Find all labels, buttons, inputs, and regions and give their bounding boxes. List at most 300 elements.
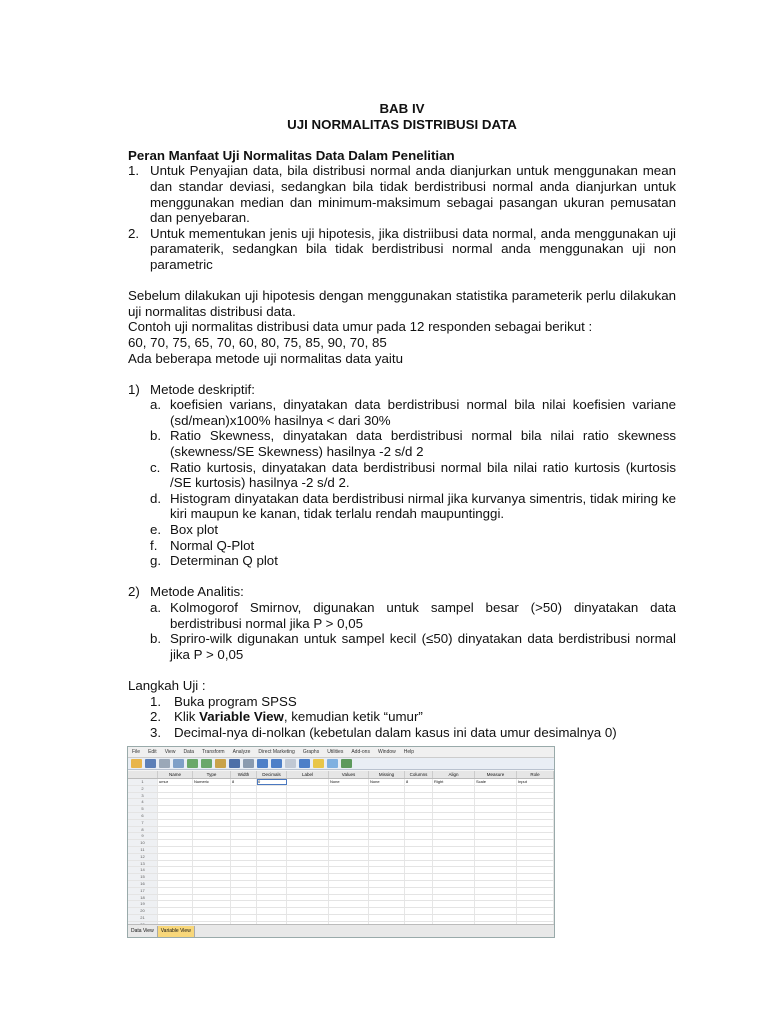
- empty-cell[interactable]: [158, 833, 193, 839]
- empty-cell[interactable]: [475, 806, 517, 812]
- row-number[interactable]: 14: [128, 867, 158, 873]
- empty-cell[interactable]: [158, 895, 193, 901]
- empty-cell[interactable]: [475, 827, 517, 833]
- empty-cell[interactable]: [329, 827, 369, 833]
- empty-cell[interactable]: [257, 874, 287, 880]
- empty-cell[interactable]: [193, 881, 231, 887]
- empty-cell[interactable]: [158, 827, 193, 833]
- empty-cell[interactable]: [369, 854, 405, 860]
- empty-cell[interactable]: [231, 881, 257, 887]
- empty-cell[interactable]: [329, 901, 369, 907]
- empty-cell[interactable]: [158, 915, 193, 921]
- empty-cell[interactable]: [158, 901, 193, 907]
- empty-cell[interactable]: [158, 881, 193, 887]
- empty-cell[interactable]: [193, 888, 231, 894]
- cell-label[interactable]: [287, 779, 329, 785]
- empty-cell[interactable]: [193, 901, 231, 907]
- empty-cell[interactable]: [517, 813, 554, 819]
- empty-cell[interactable]: [257, 861, 287, 867]
- empty-cell[interactable]: [433, 874, 475, 880]
- row-number[interactable]: 18: [128, 895, 158, 901]
- empty-cell[interactable]: [329, 895, 369, 901]
- table-row: [128, 806, 554, 813]
- empty-cell[interactable]: [287, 799, 329, 805]
- empty-cell[interactable]: [369, 874, 405, 880]
- empty-cell[interactable]: [287, 888, 329, 894]
- empty-cell[interactable]: [257, 908, 287, 914]
- empty-cell[interactable]: [231, 833, 257, 839]
- empty-cell[interactable]: [287, 854, 329, 860]
- empty-cell[interactable]: [433, 867, 475, 873]
- empty-cell[interactable]: [433, 881, 475, 887]
- empty-cell[interactable]: [287, 806, 329, 812]
- empty-cell[interactable]: [405, 881, 433, 887]
- empty-cell[interactable]: [193, 874, 231, 880]
- empty-cell[interactable]: [517, 908, 554, 914]
- empty-cell[interactable]: [231, 915, 257, 921]
- cell-name[interactable]: umur: [158, 779, 193, 785]
- row-number[interactable]: 6: [128, 813, 158, 819]
- empty-cell[interactable]: [475, 874, 517, 880]
- empty-cell[interactable]: [231, 793, 257, 799]
- empty-cell[interactable]: [369, 813, 405, 819]
- empty-cell[interactable]: [231, 908, 257, 914]
- empty-cell[interactable]: [517, 827, 554, 833]
- empty-cell[interactable]: [405, 847, 433, 853]
- empty-cell[interactable]: [287, 827, 329, 833]
- empty-cell[interactable]: [193, 847, 231, 853]
- empty-cell[interactable]: [231, 847, 257, 853]
- empty-cell[interactable]: [517, 867, 554, 873]
- empty-cell[interactable]: [158, 867, 193, 873]
- column-header-measure[interactable]: Measure: [475, 771, 517, 778]
- empty-cell[interactable]: [433, 861, 475, 867]
- empty-cell[interactable]: [517, 840, 554, 846]
- empty-cell[interactable]: [405, 874, 433, 880]
- undo-icon[interactable]: [187, 759, 198, 768]
- empty-cell[interactable]: [231, 861, 257, 867]
- empty-cell[interactable]: [405, 915, 433, 921]
- row-number[interactable]: 16: [128, 881, 158, 887]
- empty-cell[interactable]: [257, 915, 287, 921]
- empty-cell[interactable]: [193, 908, 231, 914]
- empty-cell[interactable]: [433, 820, 475, 826]
- cell-type[interactable]: Numeric: [193, 779, 231, 785]
- empty-cell[interactable]: [329, 833, 369, 839]
- empty-cell[interactable]: [475, 881, 517, 887]
- menu-direct-marketing[interactable]: Direct Marketing: [258, 749, 295, 755]
- menu-help[interactable]: Help: [403, 749, 415, 755]
- cell-align[interactable]: Right: [433, 779, 475, 785]
- column-header-values[interactable]: Values: [329, 771, 369, 778]
- empty-cell[interactable]: [287, 861, 329, 867]
- empty-cell[interactable]: [231, 799, 257, 805]
- empty-cell[interactable]: [369, 806, 405, 812]
- column-header-missing[interactable]: Missing: [369, 771, 405, 778]
- empty-cell[interactable]: [369, 895, 405, 901]
- empty-cell[interactable]: [257, 881, 287, 887]
- tab-data-view[interactable]: Data View: [128, 926, 158, 937]
- empty-cell[interactable]: [433, 854, 475, 860]
- empty-cell[interactable]: [329, 786, 369, 792]
- empty-cell[interactable]: [475, 833, 517, 839]
- empty-cell[interactable]: [475, 908, 517, 914]
- column-header-columns[interactable]: Columns: [405, 771, 433, 778]
- row-number[interactable]: 4: [128, 799, 158, 805]
- cell-decimals[interactable]: 0: [257, 779, 287, 785]
- menu-analyze[interactable]: Analyze: [232, 749, 251, 755]
- empty-cell[interactable]: [287, 813, 329, 819]
- empty-cell[interactable]: [231, 806, 257, 812]
- empty-cell[interactable]: [433, 827, 475, 833]
- empty-cell[interactable]: [287, 908, 329, 914]
- empty-cell[interactable]: [517, 901, 554, 907]
- empty-cell[interactable]: [287, 840, 329, 846]
- empty-cell[interactable]: [475, 888, 517, 894]
- empty-cell[interactable]: [193, 840, 231, 846]
- empty-cell[interactable]: [329, 806, 369, 812]
- empty-cell[interactable]: [475, 901, 517, 907]
- empty-cell[interactable]: [433, 786, 475, 792]
- column-header-width[interactable]: Width: [231, 771, 257, 778]
- empty-cell[interactable]: [475, 915, 517, 921]
- empty-cell[interactable]: [193, 786, 231, 792]
- empty-cell[interactable]: [287, 895, 329, 901]
- empty-cell[interactable]: [475, 867, 517, 873]
- empty-cell[interactable]: [369, 793, 405, 799]
- menu-view[interactable]: View: [164, 749, 176, 755]
- value-labels-icon[interactable]: [327, 759, 338, 768]
- cell-role[interactable]: Input: [517, 779, 554, 785]
- menu-edit[interactable]: Edit: [148, 749, 157, 755]
- empty-cell[interactable]: [158, 908, 193, 914]
- empty-cell[interactable]: [329, 881, 369, 887]
- empty-cell[interactable]: [257, 833, 287, 839]
- empty-cell[interactable]: [369, 867, 405, 873]
- empty-cell[interactable]: [517, 861, 554, 867]
- empty-cell[interactable]: [475, 793, 517, 799]
- empty-cell[interactable]: [329, 799, 369, 805]
- column-header-name[interactable]: Name: [158, 771, 193, 778]
- empty-cell[interactable]: [433, 915, 475, 921]
- row-number[interactable]: 8: [128, 827, 158, 833]
- menu-window[interactable]: Window: [377, 749, 396, 755]
- empty-cell[interactable]: [231, 840, 257, 846]
- empty-cell[interactable]: [287, 786, 329, 792]
- empty-cell[interactable]: [369, 786, 405, 792]
- empty-cell[interactable]: [369, 881, 405, 887]
- empty-cell[interactable]: [475, 895, 517, 901]
- menu-graphs[interactable]: Graphs: [302, 749, 320, 755]
- empty-cell[interactable]: [369, 861, 405, 867]
- empty-cell[interactable]: [193, 806, 231, 812]
- empty-cell[interactable]: [329, 915, 369, 921]
- table-row: [128, 820, 554, 827]
- empty-cell[interactable]: [329, 854, 369, 860]
- dialog-recall-icon[interactable]: [173, 759, 184, 768]
- empty-cell[interactable]: [405, 854, 433, 860]
- empty-cell[interactable]: [257, 840, 287, 846]
- cell-width[interactable]: 8: [231, 779, 257, 785]
- empty-cell[interactable]: [231, 827, 257, 833]
- empty-cell[interactable]: [369, 908, 405, 914]
- empty-cell[interactable]: [475, 786, 517, 792]
- find-icon[interactable]: [243, 759, 254, 768]
- cell-measure[interactable]: Scale: [475, 779, 517, 785]
- empty-cell[interactable]: [433, 793, 475, 799]
- variables-icon[interactable]: [229, 759, 240, 768]
- empty-cell[interactable]: [517, 833, 554, 839]
- empty-cell[interactable]: [475, 861, 517, 867]
- redo-icon[interactable]: [201, 759, 212, 768]
- empty-cell[interactable]: [405, 888, 433, 894]
- empty-cell[interactable]: [517, 847, 554, 853]
- tab-variable-view[interactable]: Variable View: [158, 926, 195, 937]
- empty-cell[interactable]: [369, 901, 405, 907]
- empty-cell[interactable]: [287, 833, 329, 839]
- row-number[interactable]: 7: [128, 820, 158, 826]
- column-header-decimals[interactable]: Decimals: [257, 771, 287, 778]
- empty-cell[interactable]: [158, 793, 193, 799]
- empty-cell[interactable]: [369, 833, 405, 839]
- empty-cell[interactable]: [517, 799, 554, 805]
- menu-transform[interactable]: Transform: [202, 749, 225, 755]
- empty-cell[interactable]: [475, 799, 517, 805]
- empty-cell[interactable]: [158, 840, 193, 846]
- empty-cell[interactable]: [475, 854, 517, 860]
- empty-cell[interactable]: [329, 874, 369, 880]
- empty-cell[interactable]: [405, 820, 433, 826]
- row-number[interactable]: 17: [128, 888, 158, 894]
- empty-cell[interactable]: [257, 847, 287, 853]
- empty-cell[interactable]: [158, 799, 193, 805]
- empty-cell[interactable]: [193, 813, 231, 819]
- empty-cell[interactable]: [405, 793, 433, 799]
- empty-cell[interactable]: [257, 806, 287, 812]
- list-item: 2. Untuk mementukan jenis uji hipotesis, jika distriibusi data normal, anda menggunakan uji paramaterik, sedangkan bila tidak berdistribusi normal anda menggunakan uji non parametric: [128, 225, 676, 272]
- empty-cell[interactable]: [231, 874, 257, 880]
- empty-cell[interactable]: [158, 847, 193, 853]
- row-number[interactable]: 21: [128, 915, 158, 921]
- row-number[interactable]: 10: [128, 840, 158, 846]
- empty-cell[interactable]: [158, 786, 193, 792]
- empty-cell[interactable]: [257, 895, 287, 901]
- empty-cell[interactable]: [369, 915, 405, 921]
- empty-cell[interactable]: [369, 827, 405, 833]
- empty-cell[interactable]: [329, 888, 369, 894]
- empty-cell[interactable]: [329, 813, 369, 819]
- row-number[interactable]: 9: [128, 833, 158, 839]
- empty-cell[interactable]: [517, 915, 554, 921]
- empty-cell[interactable]: [405, 840, 433, 846]
- empty-cell[interactable]: [369, 820, 405, 826]
- table-row: [128, 779, 554, 786]
- empty-cell[interactable]: [158, 806, 193, 812]
- empty-cell[interactable]: [158, 820, 193, 826]
- menu-file[interactable]: File: [132, 749, 141, 755]
- empty-cell[interactable]: [158, 813, 193, 819]
- empty-cell[interactable]: [369, 847, 405, 853]
- insert-variable-icon[interactable]: [271, 759, 282, 768]
- empty-cell[interactable]: [405, 786, 433, 792]
- empty-cell[interactable]: [405, 901, 433, 907]
- empty-cell[interactable]: [193, 833, 231, 839]
- empty-cell[interactable]: [405, 806, 433, 812]
- empty-cell[interactable]: [405, 861, 433, 867]
- menu-utilities[interactable]: Utilities: [327, 749, 344, 755]
- empty-cell[interactable]: [433, 847, 475, 853]
- empty-cell[interactable]: [193, 854, 231, 860]
- empty-cell[interactable]: [369, 840, 405, 846]
- cell-missing[interactable]: None: [369, 779, 405, 785]
- row-number[interactable]: 5: [128, 806, 158, 812]
- empty-cell[interactable]: [287, 881, 329, 887]
- empty-cell[interactable]: [433, 895, 475, 901]
- empty-cell[interactable]: [433, 813, 475, 819]
- empty-cell[interactable]: [517, 854, 554, 860]
- row-number[interactable]: 12: [128, 854, 158, 860]
- empty-cell[interactable]: [193, 895, 231, 901]
- empty-cell[interactable]: [287, 867, 329, 873]
- empty-cell[interactable]: [193, 799, 231, 805]
- column-header-role[interactable]: Role: [517, 771, 554, 778]
- empty-cell[interactable]: [158, 861, 193, 867]
- empty-cell[interactable]: [329, 793, 369, 799]
- empty-cell[interactable]: [287, 874, 329, 880]
- empty-cell[interactable]: [475, 820, 517, 826]
- empty-cell[interactable]: [193, 867, 231, 873]
- empty-cell[interactable]: [369, 799, 405, 805]
- empty-cell[interactable]: [257, 888, 287, 894]
- empty-cell[interactable]: [517, 881, 554, 887]
- column-header-align[interactable]: Align: [433, 771, 475, 778]
- empty-cell[interactable]: [433, 799, 475, 805]
- column-header-type[interactable]: Type: [193, 771, 231, 778]
- empty-cell[interactable]: [517, 786, 554, 792]
- empty-cell[interactable]: [257, 793, 287, 799]
- empty-cell[interactable]: [287, 901, 329, 907]
- cell-columns[interactable]: 8: [405, 779, 433, 785]
- empty-cell[interactable]: [517, 895, 554, 901]
- row-number[interactable]: 1: [128, 779, 158, 785]
- weight-cases-icon[interactable]: [299, 759, 310, 768]
- empty-cell[interactable]: [329, 840, 369, 846]
- empty-cell[interactable]: [433, 908, 475, 914]
- empty-cell[interactable]: [517, 874, 554, 880]
- menu-data[interactable]: Data: [183, 749, 194, 755]
- empty-cell[interactable]: [193, 820, 231, 826]
- empty-cell[interactable]: [329, 847, 369, 853]
- empty-cell[interactable]: [231, 813, 257, 819]
- empty-cell[interactable]: [369, 888, 405, 894]
- empty-cell[interactable]: [405, 827, 433, 833]
- row-number[interactable]: 3: [128, 793, 158, 799]
- row-number[interactable]: 20: [128, 908, 158, 914]
- empty-cell[interactable]: [257, 854, 287, 860]
- empty-cell[interactable]: [257, 799, 287, 805]
- list-item: b. Spriro-wilk digunakan untuk sampel kecil (≤50) dinyatakan data berdistribusi normal jika P > 0,05: [150, 631, 676, 662]
- empty-cell[interactable]: [231, 888, 257, 894]
- empty-cell[interactable]: [405, 813, 433, 819]
- empty-cell[interactable]: [433, 888, 475, 894]
- empty-cell[interactable]: [287, 915, 329, 921]
- empty-cell[interactable]: [158, 874, 193, 880]
- empty-cell[interactable]: [231, 867, 257, 873]
- empty-cell[interactable]: [433, 806, 475, 812]
- empty-cell[interactable]: [405, 867, 433, 873]
- insert-cases-icon[interactable]: [257, 759, 268, 768]
- empty-cell[interactable]: [433, 901, 475, 907]
- empty-cell[interactable]: [257, 820, 287, 826]
- empty-cell[interactable]: [231, 820, 257, 826]
- select-cases-icon[interactable]: [313, 759, 324, 768]
- empty-cell[interactable]: [287, 793, 329, 799]
- empty-cell[interactable]: [231, 901, 257, 907]
- empty-cell[interactable]: [257, 901, 287, 907]
- split-file-icon[interactable]: [285, 759, 296, 768]
- empty-cell[interactable]: [433, 833, 475, 839]
- empty-cell[interactable]: [257, 827, 287, 833]
- empty-cell[interactable]: [158, 854, 193, 860]
- empty-cell[interactable]: [329, 820, 369, 826]
- open-folder-icon[interactable]: [131, 759, 142, 768]
- empty-cell[interactable]: [193, 827, 231, 833]
- save-icon[interactable]: [145, 759, 156, 768]
- empty-cell[interactable]: [329, 861, 369, 867]
- empty-cell[interactable]: [517, 820, 554, 826]
- row-number[interactable]: 11: [128, 847, 158, 853]
- row-number[interactable]: 19: [128, 901, 158, 907]
- empty-cell[interactable]: [475, 847, 517, 853]
- row-number[interactable]: 13: [128, 861, 158, 867]
- steps-heading: Langkah Uji :: [128, 677, 206, 693]
- empty-cell[interactable]: [193, 861, 231, 867]
- print-icon[interactable]: [159, 759, 170, 768]
- row-number[interactable]: 15: [128, 874, 158, 880]
- empty-cell[interactable]: [193, 915, 231, 921]
- empty-cell[interactable]: [193, 793, 231, 799]
- empty-cell[interactable]: [405, 799, 433, 805]
- row-number[interactable]: 2: [128, 786, 158, 792]
- empty-cell[interactable]: [257, 786, 287, 792]
- empty-cell[interactable]: [287, 847, 329, 853]
- empty-cell[interactable]: [329, 908, 369, 914]
- empty-cell[interactable]: [329, 867, 369, 873]
- empty-cell[interactable]: [517, 806, 554, 812]
- empty-cell[interactable]: [405, 895, 433, 901]
- empty-cell[interactable]: [475, 840, 517, 846]
- empty-cell[interactable]: [475, 813, 517, 819]
- empty-cell[interactable]: [517, 793, 554, 799]
- empty-cell[interactable]: [433, 840, 475, 846]
- empty-cell[interactable]: [231, 895, 257, 901]
- empty-cell[interactable]: [257, 813, 287, 819]
- column-header-label[interactable]: Label: [287, 771, 329, 778]
- empty-cell[interactable]: [231, 854, 257, 860]
- use-sets-icon[interactable]: [341, 759, 352, 768]
- goto-case-icon[interactable]: [215, 759, 226, 768]
- empty-cell[interactable]: [231, 786, 257, 792]
- empty-cell[interactable]: [405, 833, 433, 839]
- empty-cell[interactable]: [517, 888, 554, 894]
- empty-cell[interactable]: [158, 888, 193, 894]
- cell-values[interactable]: None: [329, 779, 369, 785]
- menu-add-ons[interactable]: Add-ons: [351, 749, 370, 755]
- table-row: [128, 786, 554, 793]
- empty-cell[interactable]: [405, 908, 433, 914]
- empty-cell[interactable]: [257, 867, 287, 873]
- empty-cell[interactable]: [287, 820, 329, 826]
